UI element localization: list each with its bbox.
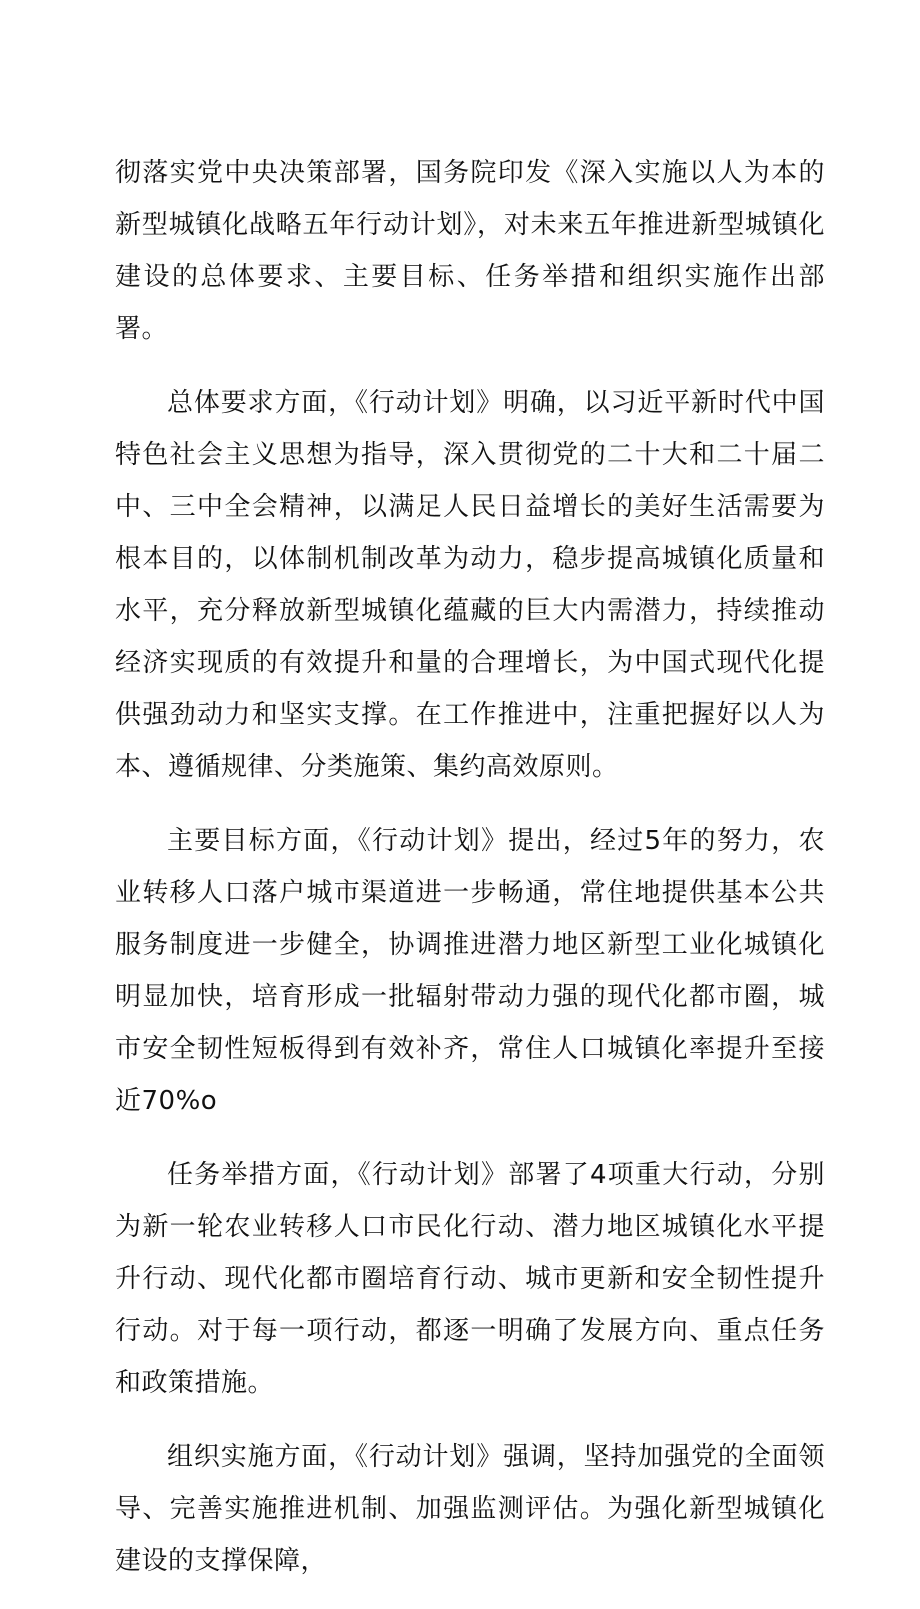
paragraph-continuation: 彻落实党中央决策部署，国务院印发《深入实施以人为本的新型城镇化战略五年行动计划》，对未来五年推进新型城镇化建设的总体要求、主要目标、任务举措和组织实施作出部署。: [115, 158, 825, 344]
paragraph-organization: 组织实施方面，《行动计划》强调，坚持加强党的全面领导、完善实施推进机制、加强监测评估。为强化新型城镇化建设的支撑保障，: [115, 1442, 825, 1576]
paragraph-main-targets: 主要目标方面，《行动计划》提出，经过5年的努力，农业转移人口落户城市渠道进一步畅通，常住地提供基本公共服务制度进一步健全，协调推进潜力地区新型工业化城镇化明显加快，培育形成一批辐射带动力强的现代化都市圈，城市安全韧性短板得到有效补齐，常住人口城镇化率提升至接近70%o: [115, 826, 825, 1116]
paragraph-overall-requirements: 总体要求方面，《行动计划》明确，以习近平新时代中国特色社会主义思想为指导，深入贯彻党的二十大和二十届二中、三中全会精神，以满足人民日益增长的美好生活需要为根本目的，以体制机制改革为动力，稳步提高城镇化质量和水平，充分释放新型城镇化蕴藏的巨大内需潜力，持续推动经济实现质的有效提升和量的合理增长，为中国式现代化提供强劲动力和坚实支撑。在工作推进中，注重把握好以人为本、遵循规律、分类施策、集约高效原则。: [115, 388, 825, 782]
paragraph-task-measures: 任务举措方面，《行动计划》部署了4项重大行动，分别为新一轮农业转移人口市民化行动、潜力地区城镇化水平提升行动、现代化都市圈培育行动、城市更新和安全韧性提升行动。对于每一项行动，都逐一明确了发展方向、重点任务和政策措施。: [115, 1160, 825, 1398]
document-body: [115, 147, 825, 1609]
